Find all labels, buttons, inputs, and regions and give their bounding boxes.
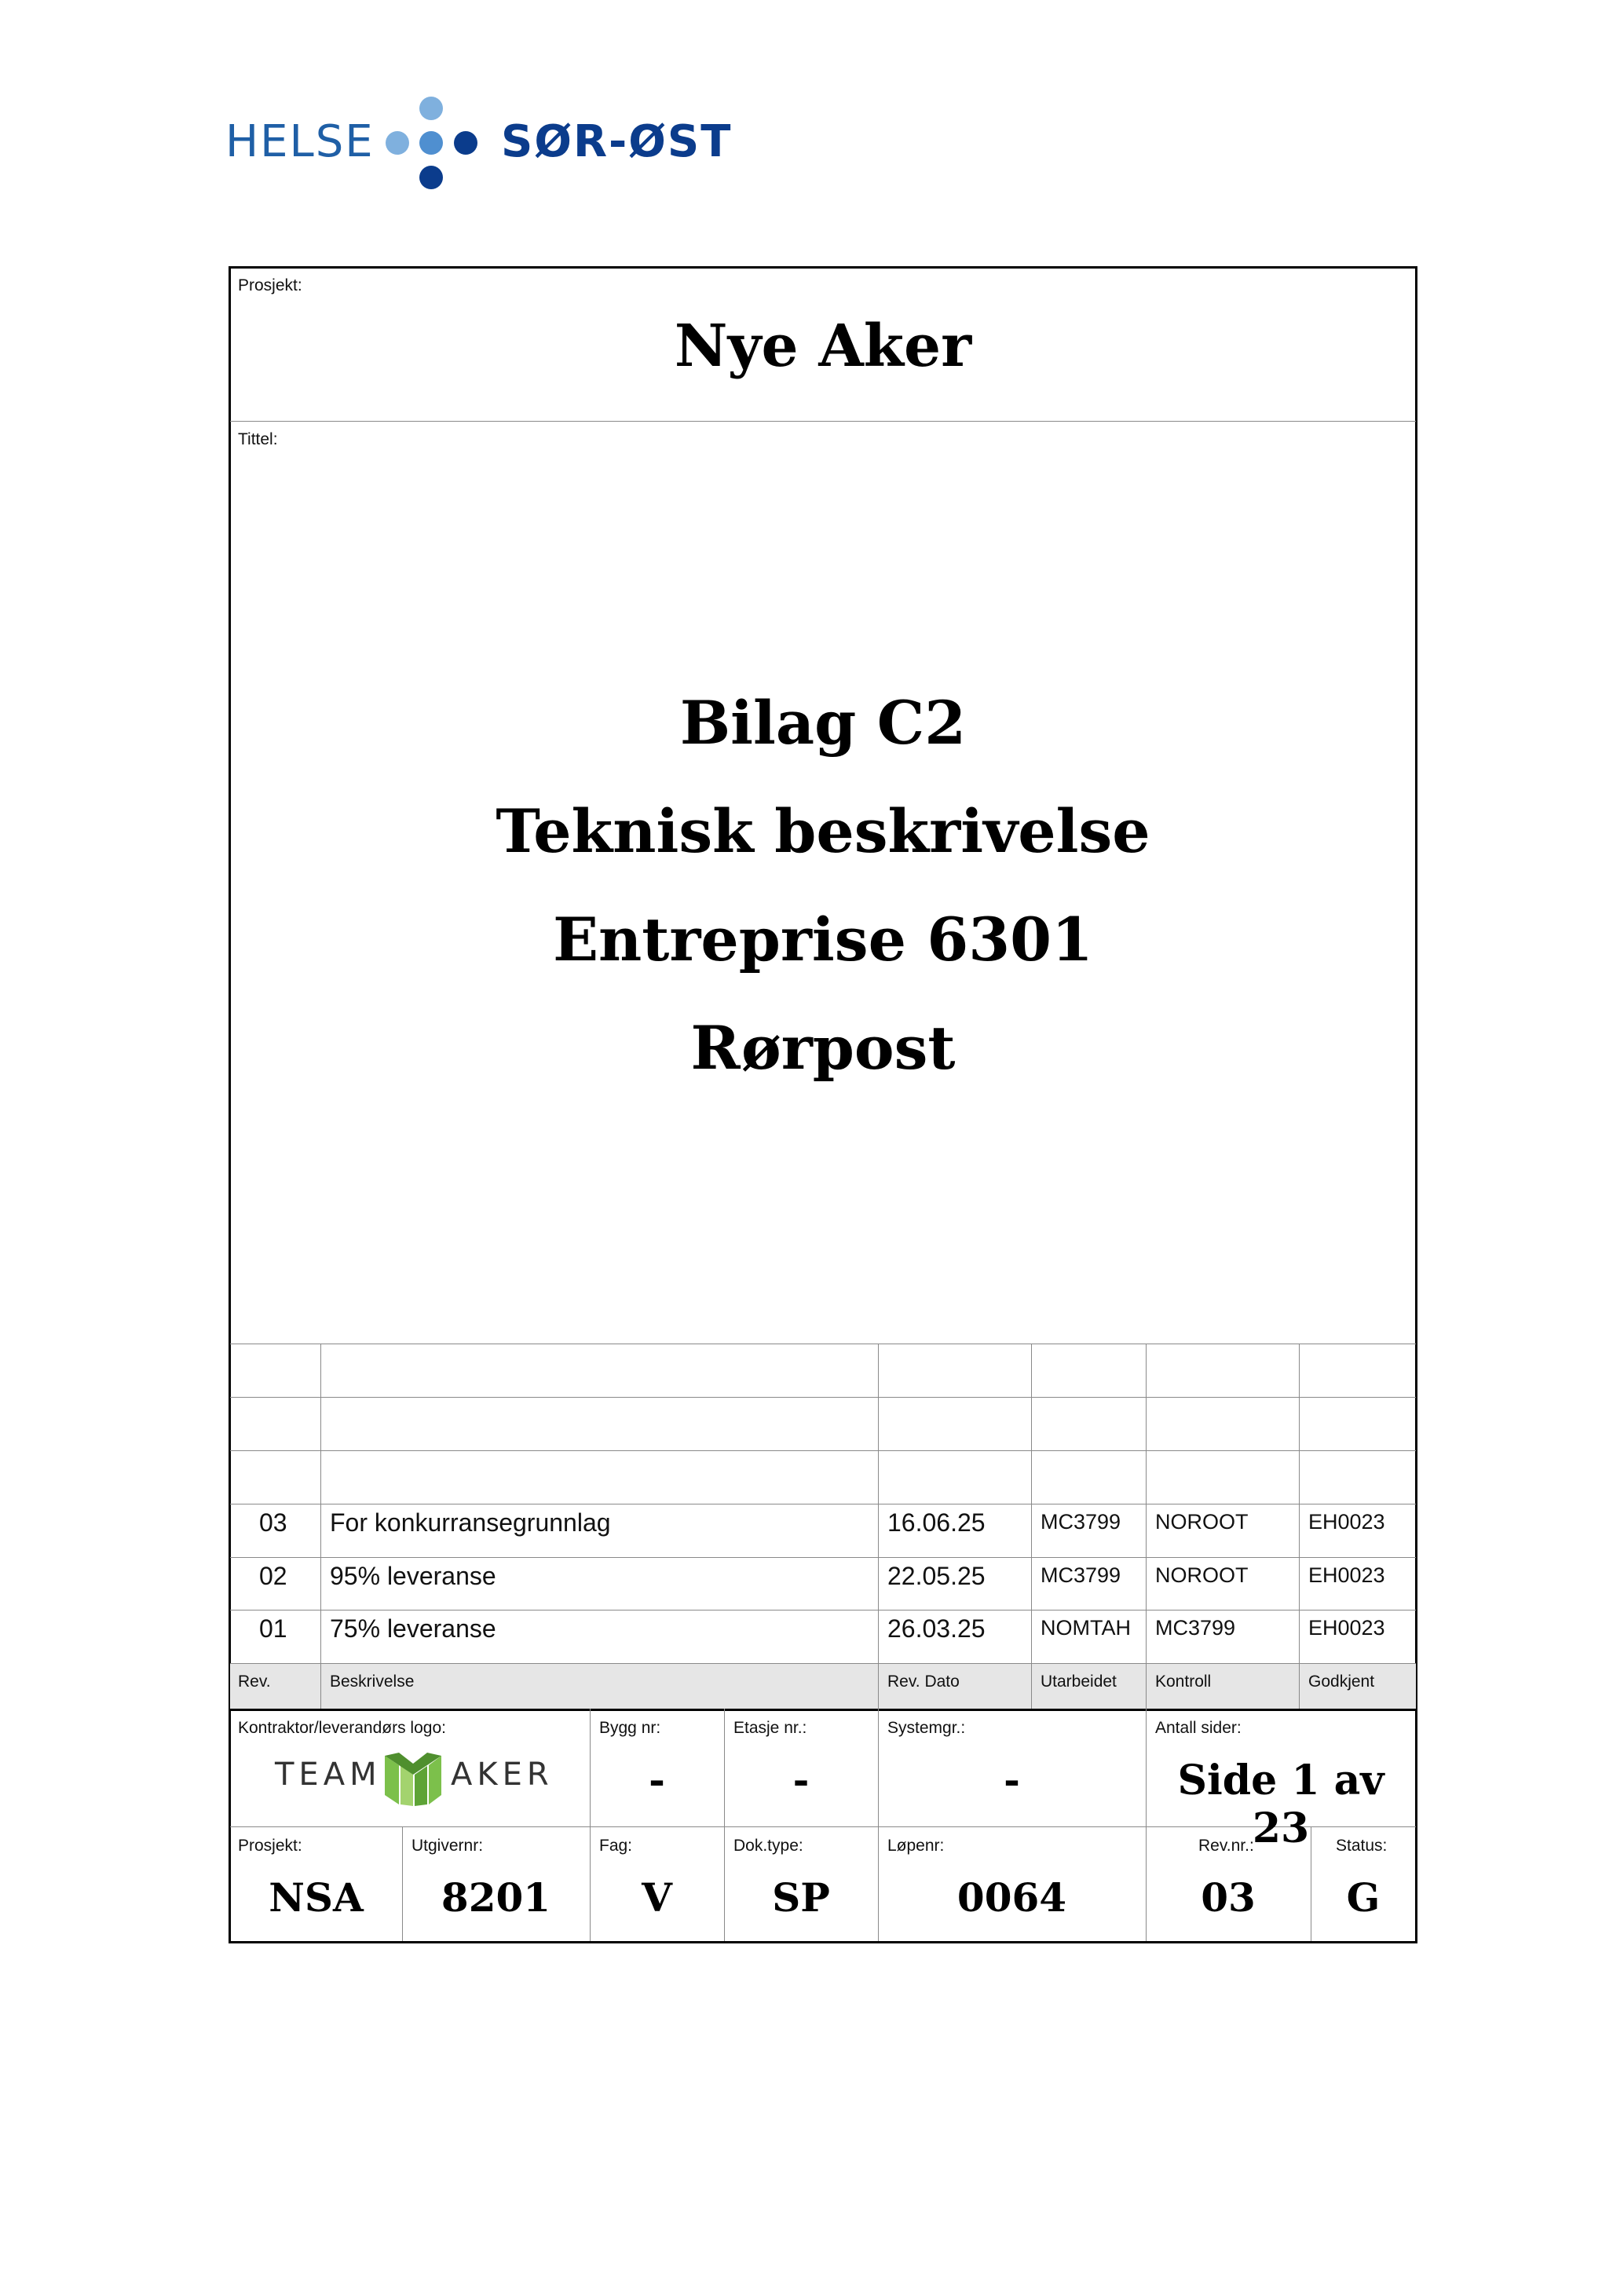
rev-date: 26.03.25	[887, 1614, 986, 1643]
header-approved: Godkjent	[1308, 1673, 1375, 1691]
header-rev: Rev.	[238, 1673, 271, 1691]
rev-checked: NOROOT	[1155, 1563, 1249, 1587]
discipline-label: Fag:	[599, 1837, 633, 1855]
team-aker-emblem-icon	[382, 1749, 444, 1808]
serial-value: 0064	[956, 1874, 1067, 1921]
system-label: Systemgr.:	[887, 1719, 966, 1737]
rev-number: 02	[259, 1562, 287, 1590]
code-project-value: NSA	[269, 1874, 364, 1921]
revno-label: Rev.nr.:	[1198, 1837, 1254, 1855]
rev-line-7	[230, 1663, 1416, 1664]
revno-value: 03	[1201, 1874, 1256, 1921]
rev-line-8	[230, 1709, 1416, 1711]
status-label: Status:	[1336, 1837, 1388, 1855]
rev-prepared: MC3799	[1041, 1563, 1121, 1587]
code-project-label: Prosjekt:	[238, 1837, 302, 1855]
divider-project	[230, 421, 1416, 422]
header-checked: Kontroll	[1155, 1673, 1212, 1691]
header-date: Rev. Dato	[887, 1673, 960, 1691]
title-label: Tittel:	[238, 430, 278, 448]
rev-col-2	[878, 1344, 879, 1709]
project-name: Nye Aker	[674, 313, 972, 380]
doctype-value: SP	[772, 1874, 830, 1921]
discipline-value: V	[642, 1874, 672, 1921]
rev-checked: MC3799	[1155, 1616, 1236, 1640]
team-logo-text-right: AKER	[451, 1757, 554, 1793]
team-logo-text-left: TEAM	[275, 1757, 382, 1793]
rev-line-3	[230, 1450, 1416, 1451]
title-line-1: Bilag C2	[679, 688, 967, 758]
rev-description: 95% leveranse	[330, 1562, 496, 1590]
rev-date: 16.06.25	[887, 1508, 986, 1537]
rev-approved: EH0023	[1308, 1616, 1385, 1640]
rev-checked: NOROOT	[1155, 1510, 1249, 1534]
logo-dot-right	[454, 131, 477, 155]
rev-number: 03	[259, 1508, 287, 1537]
logo-text-helse: HELSE	[225, 116, 375, 167]
rev-prepared: MC3799	[1041, 1510, 1121, 1534]
rev-approved: EH0023	[1308, 1510, 1385, 1534]
title-line-2: Teknisk beskrivelse	[496, 796, 1150, 866]
rev-description: For konkurransegrunnlag	[330, 1508, 611, 1537]
building-label: Bygg nr:	[599, 1719, 661, 1737]
rev-col-4	[1146, 1344, 1147, 1709]
issuer-value: 8201	[441, 1874, 551, 1921]
logo-dot-center	[419, 131, 443, 155]
logo-dot-bottom	[419, 166, 443, 189]
system-value: -	[1004, 1757, 1020, 1803]
rev-approved: EH0023	[1308, 1563, 1385, 1587]
contractor-logo-label: Kontraktor/leverandørs logo:	[238, 1719, 446, 1737]
project-label: Prosjekt:	[238, 276, 302, 294]
status-value: G	[1346, 1874, 1381, 1921]
header-prepared: Utarbeidet	[1041, 1673, 1117, 1691]
page-count-value: Side 1 av 23	[1177, 1757, 1384, 1852]
floor-label: Etasje nr.:	[733, 1719, 807, 1737]
page-count-label: Antall sider:	[1155, 1719, 1242, 1737]
logo-dot-top	[419, 97, 443, 120]
title-line-3: Entreprise 6301	[553, 905, 1093, 974]
building-value: -	[649, 1757, 665, 1803]
rev-col-1	[320, 1344, 321, 1709]
rev-line-5	[230, 1557, 1416, 1558]
title-line-4: Rørpost	[690, 1013, 956, 1083]
header-description: Beskrivelse	[330, 1673, 415, 1691]
logo-text-sor-ost: SØR-ØST	[501, 116, 733, 167]
rev-prepared: NOMTAH	[1041, 1616, 1131, 1640]
serial-label: Løpenr:	[887, 1837, 945, 1855]
floor-value: -	[792, 1757, 810, 1803]
rev-number: 01	[259, 1614, 287, 1643]
rev-col-3	[1031, 1344, 1032, 1709]
doctype-label: Dok.type:	[733, 1837, 803, 1855]
rev-col-5	[1299, 1344, 1300, 1709]
issuer-label: Utgivernr:	[411, 1837, 484, 1855]
logo-dot-left	[386, 131, 409, 155]
rev-line-2	[230, 1397, 1416, 1398]
rev-date: 22.05.25	[887, 1562, 986, 1590]
rev-description: 75% leveranse	[330, 1614, 496, 1643]
